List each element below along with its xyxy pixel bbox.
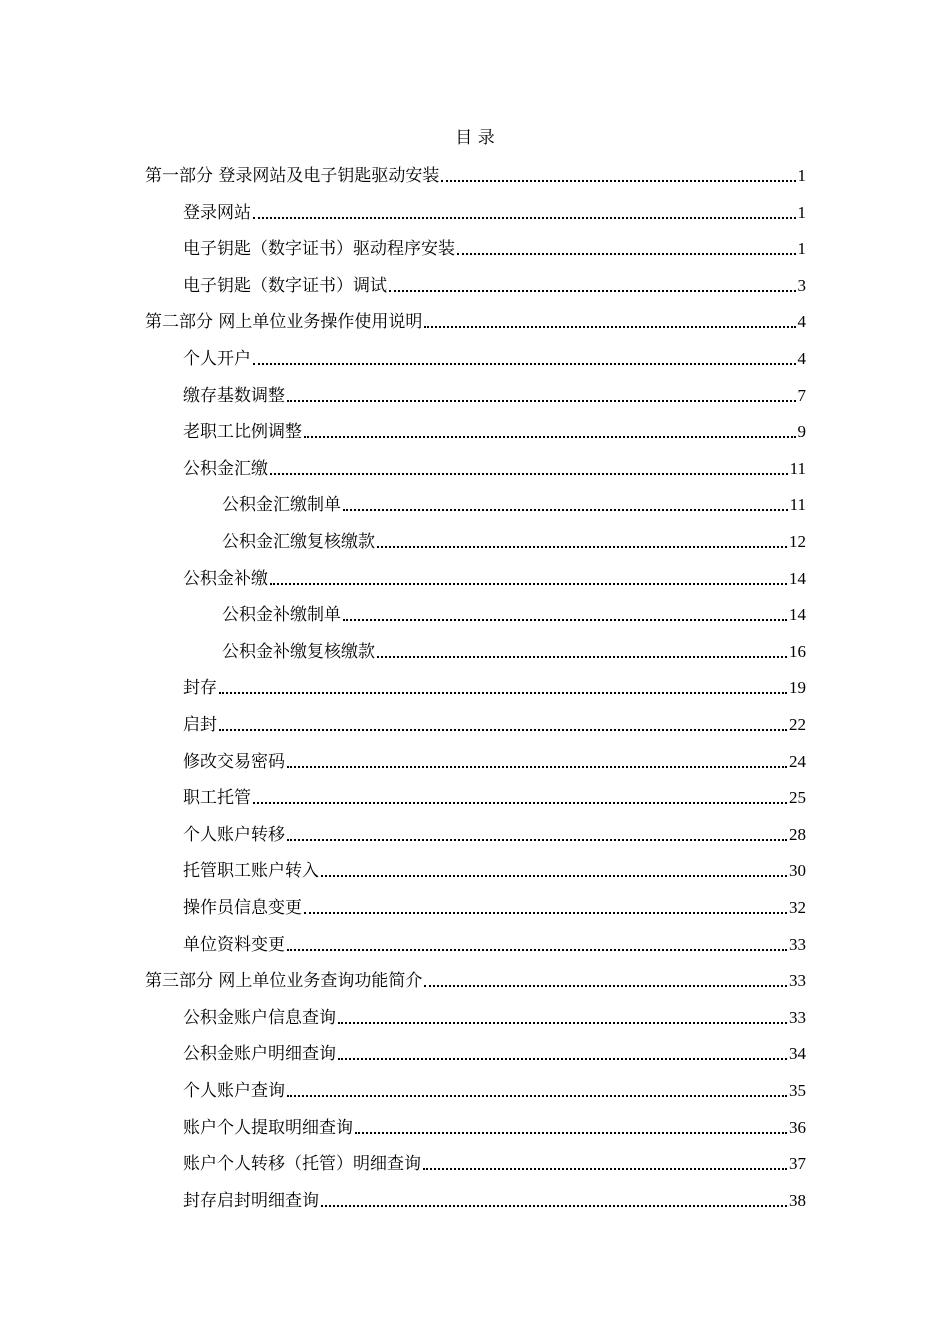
dot-leader bbox=[424, 985, 787, 987]
toc-entry[interactable] bbox=[183, 672, 806, 700]
toc-entry[interactable] bbox=[222, 599, 806, 627]
toc-entry-text: 修改交易密码 bbox=[183, 751, 285, 772]
toc-title: 目 录 bbox=[455, 128, 495, 148]
toc-entry-text: 老职工比例调整 bbox=[183, 422, 302, 443]
toc-entry-text: 公积金汇缴制单 bbox=[222, 495, 341, 516]
toc-entry[interactable] bbox=[183, 343, 806, 371]
dot-leader bbox=[287, 839, 787, 841]
toc-entry[interactable] bbox=[145, 160, 806, 188]
toc-page-number: 11 bbox=[789, 458, 806, 478]
toc-page-number: 22 bbox=[789, 715, 806, 734]
toc-page-number: 4 bbox=[797, 312, 806, 332]
toc-page-number: 33 bbox=[789, 934, 806, 954]
toc-page-number: 32 bbox=[789, 898, 806, 917]
dot-leader bbox=[270, 473, 788, 475]
toc-page-number: 24 bbox=[789, 751, 806, 771]
toc-entry-text: 公积金补缴 bbox=[183, 568, 268, 589]
toc-entry[interactable] bbox=[183, 819, 806, 847]
toc-page-number: 34 bbox=[789, 1044, 806, 1064]
dot-leader bbox=[321, 1205, 787, 1207]
toc-page-number: 3 bbox=[797, 275, 806, 295]
toc-entry[interactable] bbox=[183, 782, 806, 810]
toc-entry[interactable] bbox=[183, 746, 806, 774]
toc-entry[interactable] bbox=[183, 1148, 806, 1176]
toc-entry[interactable] bbox=[222, 636, 806, 664]
toc-page-number: 37 bbox=[789, 1154, 806, 1174]
dot-leader bbox=[424, 326, 795, 328]
toc-page-number: 16 bbox=[789, 641, 806, 661]
toc-page-number: 35 bbox=[789, 1081, 806, 1100]
toc-page-number: 14 bbox=[789, 568, 806, 588]
toc-entry-text: 第一部分 登录网站及电子钥匙驱动安装 bbox=[145, 166, 440, 186]
dot-leader bbox=[377, 656, 787, 658]
toc-entry[interactable] bbox=[183, 1002, 806, 1030]
toc-entry[interactable] bbox=[145, 965, 806, 993]
toc-entry-text: 操作员信息变更 bbox=[183, 898, 302, 918]
toc-entry[interactable] bbox=[183, 453, 806, 481]
dot-leader bbox=[457, 253, 796, 255]
toc-entry-text: 个人开户 bbox=[183, 349, 251, 369]
toc-entry[interactable] bbox=[183, 855, 806, 883]
toc-entry-text: 个人账户转移 bbox=[183, 824, 285, 845]
toc-entry[interactable] bbox=[183, 929, 806, 957]
toc-entry-text: 封存 bbox=[183, 678, 217, 699]
toc-entry-text: 公积金补缴制单 bbox=[222, 605, 341, 626]
dot-leader bbox=[423, 1168, 787, 1170]
toc-entry[interactable] bbox=[183, 270, 806, 298]
toc-entry-text: 公积金汇缴复核缴款 bbox=[222, 532, 375, 552]
toc-page-number: 1 bbox=[797, 239, 806, 259]
toc-entry[interactable] bbox=[183, 709, 806, 737]
toc-entry-text: 托管职工账户转入 bbox=[183, 861, 319, 882]
toc-page-number: 33 bbox=[789, 971, 806, 991]
dot-leader bbox=[253, 802, 787, 804]
dot-leader bbox=[253, 363, 796, 365]
toc-page-number: 9 bbox=[797, 422, 806, 442]
toc-entry[interactable] bbox=[183, 233, 806, 261]
toc-entry[interactable] bbox=[183, 563, 806, 591]
toc-entry-text: 公积金汇缴 bbox=[183, 458, 268, 479]
dot-leader bbox=[355, 1132, 787, 1134]
toc-page-number: 1 bbox=[797, 166, 806, 185]
dot-leader bbox=[219, 729, 787, 731]
toc-entry[interactable] bbox=[183, 1075, 806, 1103]
toc-entry-text: 职工托管 bbox=[183, 788, 251, 809]
toc-page-number: 25 bbox=[789, 788, 806, 808]
dot-leader bbox=[304, 436, 796, 438]
dot-leader bbox=[304, 912, 787, 914]
dot-leader bbox=[219, 692, 787, 694]
dot-leader bbox=[377, 546, 787, 548]
toc-entry[interactable] bbox=[222, 526, 806, 554]
toc-page-number: 4 bbox=[797, 349, 806, 368]
dot-leader bbox=[343, 619, 787, 621]
toc-page-number: 12 bbox=[789, 532, 806, 551]
toc-page-number: 11 bbox=[789, 495, 806, 515]
toc-entry-text: 账户个人转移（托管）明细查询 bbox=[183, 1154, 421, 1175]
toc-entry-text: 公积金账户信息查询 bbox=[183, 1007, 336, 1028]
toc-entry-text: 缴存基数调整 bbox=[183, 385, 285, 406]
toc-page-number: 7 bbox=[797, 385, 806, 405]
toc-entry-text: 公积金补缴复核缴款 bbox=[222, 641, 375, 662]
toc-entry[interactable] bbox=[183, 380, 806, 408]
toc-entry[interactable] bbox=[145, 306, 806, 334]
toc-entry-text: 账户个人提取明细查询 bbox=[183, 1117, 353, 1138]
toc-entry[interactable] bbox=[183, 197, 806, 225]
toc-entry[interactable] bbox=[222, 489, 806, 517]
toc-entry[interactable] bbox=[183, 892, 806, 920]
toc-page-number: 38 bbox=[789, 1190, 806, 1210]
toc-entry-text: 第三部分 网上单位业务查询功能简介 bbox=[145, 971, 423, 992]
toc-entry[interactable] bbox=[183, 1038, 806, 1066]
toc-entry-text: 单位资料变更 bbox=[183, 934, 285, 955]
dot-leader bbox=[389, 290, 796, 292]
toc-page-number: 14 bbox=[789, 605, 806, 625]
toc-entry[interactable] bbox=[183, 1185, 806, 1213]
dot-leader bbox=[338, 1022, 787, 1024]
toc-entry-text: 个人账户查询 bbox=[183, 1081, 285, 1101]
toc-page-number: 33 bbox=[789, 1007, 806, 1027]
toc-entry-text: 电子钥匙（数字证书）驱动程序安装 bbox=[183, 239, 455, 260]
toc-entry-text: 启封 bbox=[183, 715, 217, 735]
dot-leader bbox=[253, 217, 796, 219]
toc-page-number: 30 bbox=[789, 861, 806, 881]
dot-leader bbox=[338, 1058, 787, 1060]
toc-page-number: 36 bbox=[789, 1117, 806, 1137]
dot-leader bbox=[287, 949, 787, 951]
toc-page-number: 19 bbox=[789, 678, 806, 698]
toc-page-number: 28 bbox=[789, 824, 806, 844]
toc-entry-text: 登录网站 bbox=[183, 202, 251, 223]
dot-leader bbox=[441, 180, 795, 182]
toc-entry-text: 公积金账户明细查询 bbox=[183, 1044, 336, 1065]
toc-entry-text: 电子钥匙（数字证书）调试 bbox=[183, 275, 387, 296]
toc-page-number: 1 bbox=[797, 202, 806, 222]
dot-leader bbox=[287, 400, 796, 402]
toc-entry[interactable] bbox=[183, 1112, 806, 1140]
dot-leader bbox=[287, 766, 787, 768]
dot-leader bbox=[343, 509, 788, 511]
toc-entry-text: 封存启封明细查询 bbox=[183, 1190, 319, 1211]
toc-entry-text: 第二部分 网上单位业务操作使用说明 bbox=[145, 312, 423, 333]
toc-entry[interactable] bbox=[183, 416, 806, 444]
dot-leader bbox=[270, 583, 787, 585]
dot-leader bbox=[287, 1095, 787, 1097]
dot-leader bbox=[321, 875, 787, 877]
